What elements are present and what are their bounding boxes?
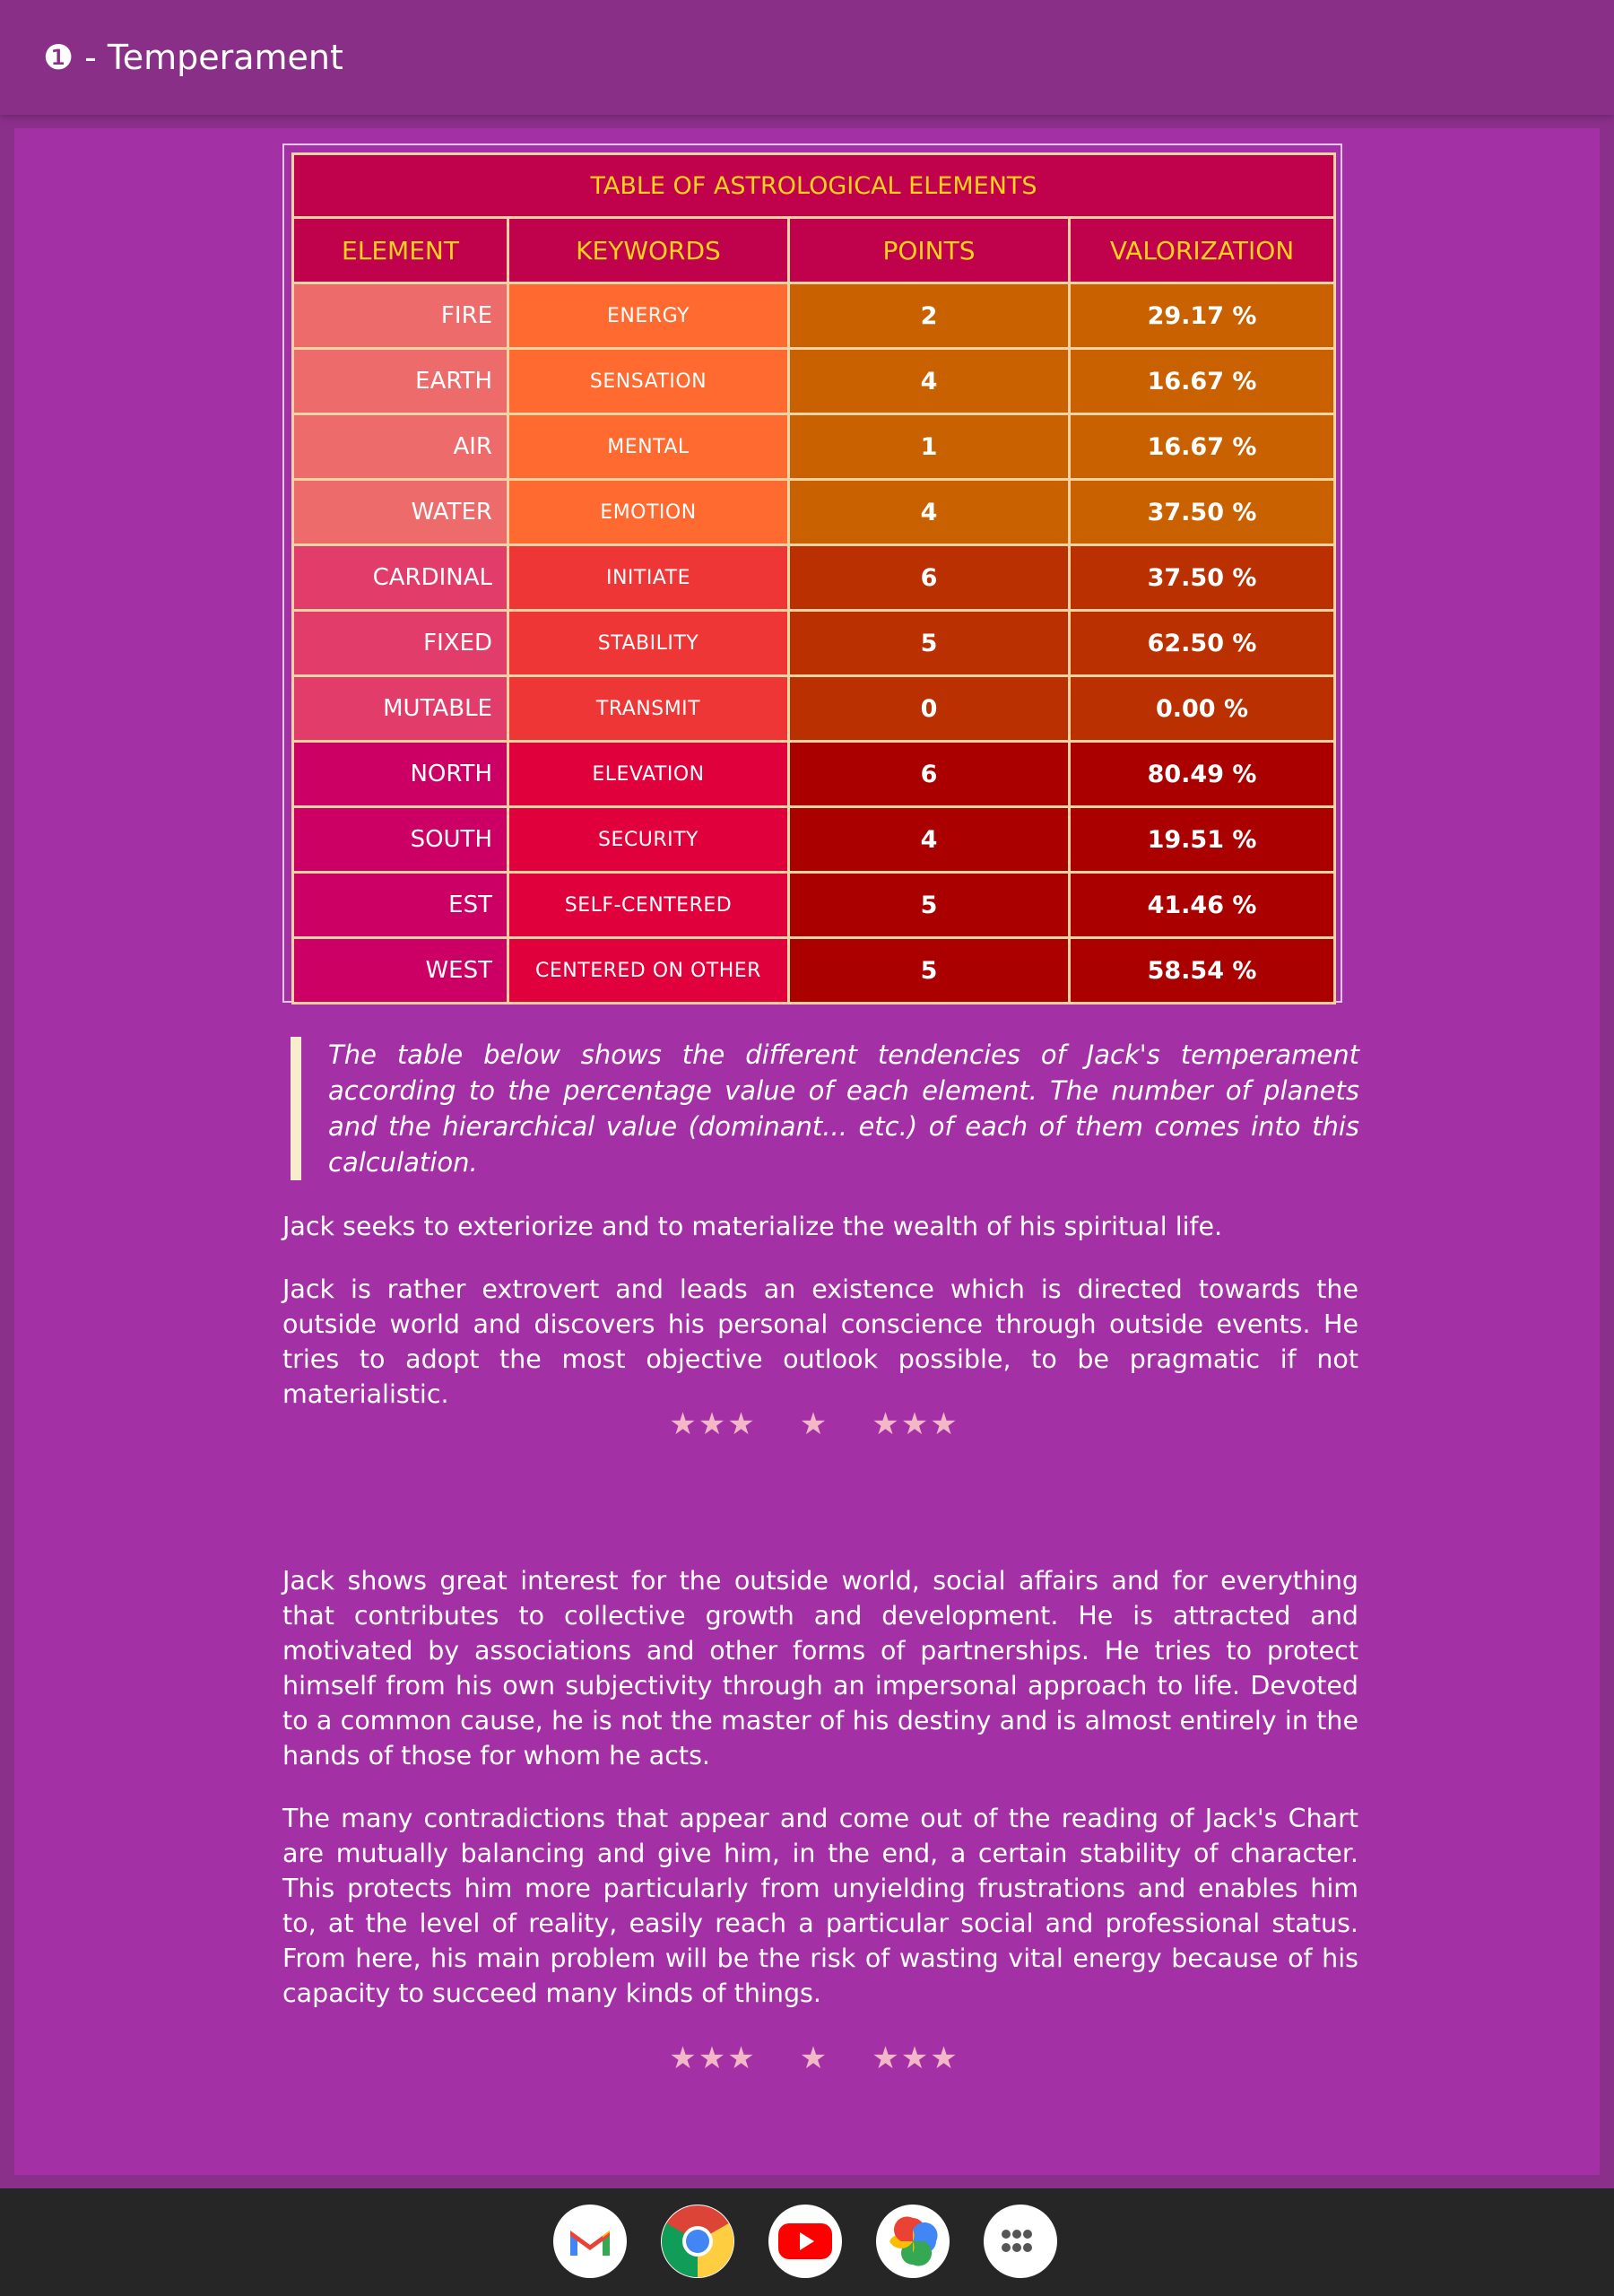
astrological-elements-table [291,152,1336,1004]
app-dock [553,2205,1057,2280]
points-cell: 5 [789,873,1070,938]
element-cell: WATER [293,480,508,545]
keyword-cell: SENSATION [508,349,789,414]
chrome-icon[interactable] [661,2205,734,2278]
element-cell: CARDINAL [293,545,508,611]
valorization-cell: 80.49 % [1070,742,1335,807]
element-cell: MUTABLE [293,676,508,742]
keyword-cell: ELEVATION [508,742,789,807]
quote-text: The table below shows the different tendencies of Jack's temperament according to the percentage value of each element. The number of planets and the hierarchical value (dominant... etc.) of each of them comes into this calculation. [328,1039,1359,1178]
valorization-cell: 37.50 % [1070,545,1335,611]
paragraph-spiritual-life: Jack seeks to exteriorize and to materialize the wealth of his spiritual life. [282,1212,1223,1241]
top-app-bar [0,0,1614,115]
column-header-element: ELEMENT [293,218,508,283]
keyword-cell: INITIATE [508,545,789,611]
column-header-keywords: KEYWORDS [508,218,789,283]
table-caption: TABLE OF ASTROLOGICAL ELEMENTS [293,154,1335,218]
star-group-left: ★★★ [669,1406,757,1442]
points-cell: 4 [789,807,1070,873]
paragraph-extrovert: Jack is rather extrovert and leads an existence which is directed towards the outside world and discovers his personal conscience through outside events. He tries to adopt the most objective outlook possible, to be pragmatic if not materialistic. [282,1274,1358,1409]
elements-table-frame [282,144,1342,1003]
element-cell: AIR [293,414,508,480]
element-cell: SOUTH [293,807,508,873]
table-row [293,807,1335,873]
element-cell: EARTH [293,349,508,414]
star-separator [269,1406,1359,1442]
photos-icon[interactable] [876,2205,950,2278]
element-cell: EST [293,873,508,938]
valorization-cell: 62.50 % [1070,611,1335,676]
intro-blockquote [291,1037,1359,1180]
keyword-cell: CENTERED ON OTHER [508,938,789,1004]
points-cell: 6 [789,742,1070,807]
paragraph-social-affairs: Jack shows great interest for the outside world, social affairs and for everything that contributes to collective growth and development. He is attracted and motivated by associations and other forms of partnerships. He tries to protect himself from his own subjectivity through an impersonal approach to life. Devoted to a common cause, he is not the master of his destiny and is almost entirely in the hands of those for whom he acts. [282,1566,1358,1770]
paragraph-contradictions: The many contradictions that appear and come out of the reading of Jack's Chart are mutually balancing and give him, in the end, a certain stability of character. This protects him more particularly from unyielding frustrations and enables him to, at the level of reality, easily reach a particular social and professional status. From here, his main problem will be the risk of wasting vital energy because of his capacity to succeed many kinds of things. [282,1804,1358,2008]
star-group-right: ★★★ [872,1406,959,1442]
valorization-cell: 37.50 % [1070,480,1335,545]
table-row [293,742,1335,807]
star-center: ★ [799,2040,829,2076]
element-cell: NORTH [293,742,508,807]
valorization-cell: 58.54 % [1070,938,1335,1004]
taskbar [0,2188,1614,2296]
youtube-icon[interactable] [768,2205,842,2278]
points-cell: 0 [789,676,1070,742]
table-row [293,545,1335,611]
valorization-cell: 0.00 % [1070,676,1335,742]
points-cell: 2 [789,283,1070,349]
keyword-cell: TRANSMIT [508,676,789,742]
table-row [293,414,1335,480]
element-cell: FIRE [293,283,508,349]
keyword-cell: MENTAL [508,414,789,480]
table-row [293,938,1335,1004]
star-group-left: ★★★ [669,2040,757,2076]
keyword-cell: SECURITY [508,807,789,873]
points-cell: 5 [789,938,1070,1004]
page-content [14,128,1600,2175]
valorization-cell: 19.51 % [1070,807,1335,873]
page-title: ❶ - Temperament [43,38,343,77]
element-cell: WEST [293,938,508,1004]
points-cell: 5 [789,611,1070,676]
star-group-right: ★★★ [872,2040,959,2076]
points-cell: 4 [789,480,1070,545]
column-header-valorization: VALORIZATION [1070,218,1335,283]
points-cell: 6 [789,545,1070,611]
keyword-cell: ENERGY [508,283,789,349]
points-cell: 4 [789,349,1070,414]
valorization-cell: 29.17 % [1070,283,1335,349]
valorization-cell: 41.46 % [1070,873,1335,938]
star-center: ★ [799,1406,829,1442]
keyword-cell: EMOTION [508,480,789,545]
keyword-cell: SELF-CENTERED [508,873,789,938]
app-launcher-icon[interactable] [984,2205,1057,2278]
element-cell: FIXED [293,611,508,676]
column-header-points: POINTS [789,218,1070,283]
star-separator [269,2040,1359,2076]
gmail-icon[interactable] [553,2205,627,2278]
table-row [293,349,1335,414]
valorization-cell: 16.67 % [1070,349,1335,414]
table-row [293,676,1335,742]
table-row [293,480,1335,545]
table-row [293,611,1335,676]
keyword-cell: STABILITY [508,611,789,676]
table-row [293,283,1335,349]
table-row [293,873,1335,938]
valorization-cell: 16.67 % [1070,414,1335,480]
points-cell: 1 [789,414,1070,480]
